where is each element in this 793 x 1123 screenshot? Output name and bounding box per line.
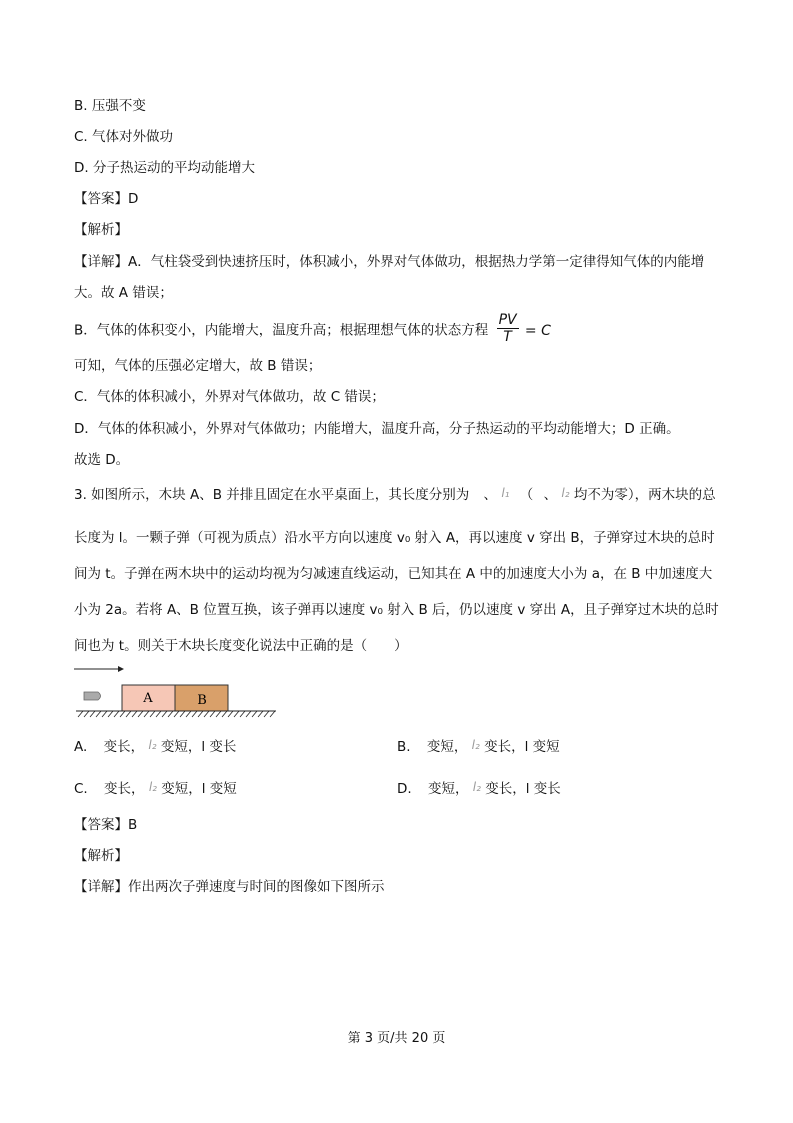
detail-q2-line6: D．气体的体积减小，外界对气体做功；内能增大，温度升高，分子热运动的平均动能增大；D 正确。 bbox=[74, 421, 680, 437]
q3-option-b-l2: l₂ bbox=[471, 738, 480, 752]
hatch-mark bbox=[258, 711, 263, 717]
q3-l1-symbol: l₁ bbox=[501, 486, 510, 500]
hatch-mark bbox=[114, 711, 119, 717]
q3-stem-1b: 均不为零），两木块的总 bbox=[573, 487, 716, 503]
detail-q2-line5: C．气体的体积减小，外界对气体做功，故 C 错误； bbox=[74, 389, 385, 405]
velocity-arrow bbox=[74, 666, 124, 672]
q3-option-c[interactable] bbox=[74, 779, 237, 799]
q3-stem-line1 bbox=[74, 485, 716, 505]
hatch-mark bbox=[234, 711, 239, 717]
q3-option-b-label: B. bbox=[397, 739, 411, 755]
hatch-mark bbox=[132, 711, 137, 717]
hatch-mark bbox=[228, 711, 233, 717]
hatch-mark bbox=[210, 711, 215, 717]
hatch-mark bbox=[252, 711, 257, 717]
q3-stem-line4: 小为 2a。若将 A、B 位置互换，该子弹再以速度 v₀ 射入 B 后，仍以速度 v 穿出 A，且子弹穿过木块的总时 bbox=[74, 602, 719, 618]
hatch-mark bbox=[144, 711, 149, 717]
fraction-denominator: T bbox=[503, 329, 512, 345]
page-footer: 第 3 页/共 20 页 bbox=[347, 1031, 446, 1046]
hatch-mark bbox=[264, 711, 269, 717]
analysis-label-q2: 【解析】 bbox=[74, 222, 128, 238]
q3-option-a-text2: 变短，l 变长 bbox=[160, 739, 237, 755]
hatch-mark bbox=[150, 711, 155, 717]
q3-stem-1a: 3. 如图所示，木块 A、B 并排且固定在水平桌面上，其长度分别为 bbox=[74, 487, 470, 503]
hatch-mark bbox=[204, 711, 209, 717]
q3-stem-line3: 间为 t。子弹在两木块中的运动均视为匀减速直线运动，已知其在 A 中的加速度大小为 a，在 B 中加速度大 bbox=[74, 566, 713, 582]
hatch-mark bbox=[216, 711, 221, 717]
block-a-label: A bbox=[143, 691, 153, 706]
hatch-mark bbox=[90, 711, 95, 717]
hatch-mark bbox=[138, 711, 143, 717]
q3-option-d-l2: l₂ bbox=[472, 780, 481, 794]
hatch-mark bbox=[162, 711, 167, 717]
detail-q2-line4: 可知，气体的压强必定增大，故 B 错误； bbox=[74, 358, 322, 374]
block-b-label: B bbox=[197, 693, 207, 708]
hatch-mark bbox=[78, 711, 83, 717]
option-b-prev: B. 压强不变 bbox=[74, 98, 146, 114]
q3-option-a-label: A. bbox=[74, 739, 88, 755]
detail-q2-line1: 【详解】A．气柱袋受到快速挤压时，体积减小，外界对气体做功，根据热力学第一定律得知气体的内能增 bbox=[74, 254, 705, 270]
q3-option-d-label: D. bbox=[397, 781, 412, 797]
hatch-mark bbox=[222, 711, 227, 717]
q3-option-d[interactable] bbox=[397, 779, 561, 799]
q3-stem-sep2: 、 bbox=[543, 487, 558, 503]
q3-option-d-text2: 变长，l 变长 bbox=[485, 781, 561, 797]
q3-option-a-text1: 变长， bbox=[103, 739, 145, 755]
fraction-rhs: = C bbox=[524, 322, 551, 339]
blocks-figure bbox=[74, 665, 284, 725]
q3-option-b[interactable] bbox=[397, 737, 560, 757]
q3-option-c-text1: 变长， bbox=[104, 781, 145, 797]
detail-q3: 【详解】作出两次子弹速度与时间的图像如下图所示 bbox=[74, 879, 385, 895]
q3-option-c-text2: 变短，l 变短 bbox=[161, 781, 237, 797]
detail-q2-line2: 大。故 A 错误； bbox=[74, 285, 173, 301]
hatch-mark bbox=[270, 711, 275, 717]
q3-stem-line5: 间也为 t。则关于木块长度变化说法中正确的是（ ） bbox=[74, 638, 408, 654]
q3-stem-sep: 、 bbox=[483, 487, 498, 503]
answer-q3: 【答案】B bbox=[74, 817, 138, 833]
hatch-mark bbox=[198, 711, 203, 717]
q3-option-c-label: C. bbox=[74, 781, 88, 797]
option-d-prev: D. 分子热运动的平均动能增大 bbox=[74, 160, 255, 176]
q3-option-d-text1: 变短， bbox=[427, 781, 469, 797]
hatch-mark bbox=[120, 711, 125, 717]
hatch-mark bbox=[192, 711, 197, 717]
q3-option-c-l2: l₂ bbox=[148, 780, 157, 794]
q3-option-b-text1: 变短， bbox=[426, 739, 468, 755]
q3-option-b-text2: 变长，l 变短 bbox=[484, 739, 560, 755]
fraction-numerator: PV bbox=[498, 312, 517, 328]
bullet-icon bbox=[84, 692, 101, 700]
answer-q2: 【答案】D bbox=[74, 191, 139, 207]
hatch-mark bbox=[180, 711, 185, 717]
hatch-mark bbox=[84, 711, 89, 717]
hatch-mark bbox=[156, 711, 161, 717]
table-surface bbox=[76, 711, 276, 717]
detail-q2-line7: 故选 D。 bbox=[74, 452, 130, 468]
hatch-mark bbox=[126, 711, 131, 717]
hatch-mark bbox=[108, 711, 113, 717]
hatch-mark bbox=[246, 711, 251, 717]
hatch-mark bbox=[174, 711, 179, 717]
detail-q2-line3 bbox=[74, 314, 551, 347]
hatch-mark bbox=[168, 711, 173, 717]
option-c-prev: C. 气体对外做功 bbox=[74, 129, 174, 145]
q3-stem-line2: 长度为 l。一颗子弹（可视为质点）沿水平方向以速度 v₀ 射入 A，再以速度 v 穿出 B，子弹穿过木块的总时 bbox=[74, 530, 715, 546]
hatch-mark bbox=[96, 711, 101, 717]
state-equation-fraction bbox=[497, 312, 519, 345]
hatch-mark bbox=[240, 711, 245, 717]
detail-q2-line3-text: B．气体的体积变小，内能增大，温度升高；根据理想气体的状态方程 bbox=[74, 322, 489, 339]
q3-l2-symbol: l₂ bbox=[561, 486, 570, 500]
analysis-label-q3: 【解析】 bbox=[74, 848, 128, 864]
q3-stem-paren: （ bbox=[519, 487, 534, 503]
q3-option-a[interactable] bbox=[74, 737, 236, 757]
hatch-mark bbox=[102, 711, 107, 717]
hatch-mark bbox=[186, 711, 191, 717]
q3-option-a-l2: l₂ bbox=[148, 738, 157, 752]
